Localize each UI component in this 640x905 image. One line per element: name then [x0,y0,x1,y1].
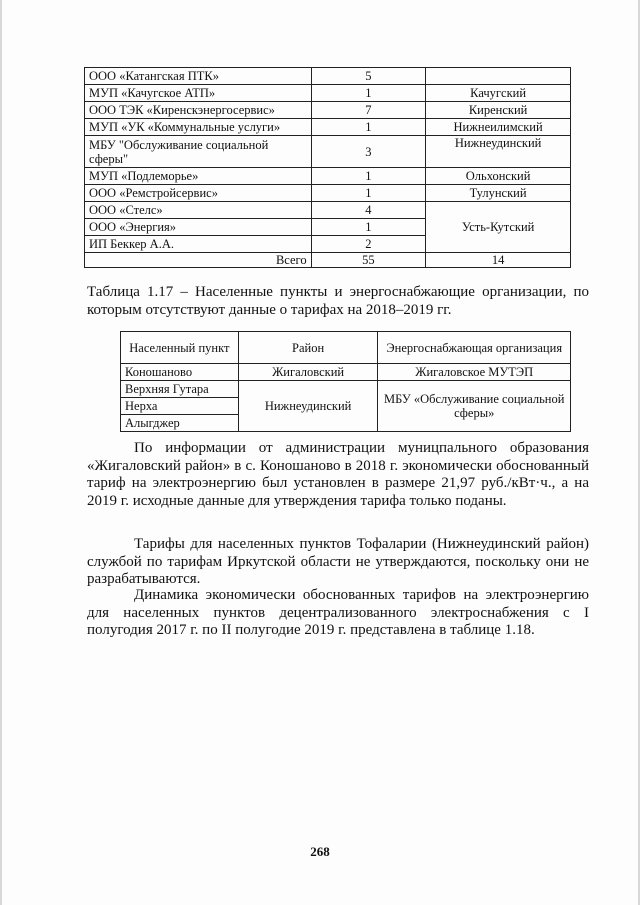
org-name: ООО ТЭК «Киренскэнергосервис» [85,102,312,119]
table-row [85,85,571,102]
total-districts: 14 [426,253,571,268]
settlement-name: Нерха [121,398,239,415]
org-count: 1 [311,219,426,236]
org-name: ООО «Энергия» [85,219,312,236]
org-count: 4 [311,202,426,219]
settlement-name: Коношаново [121,364,239,381]
table-row [85,168,571,185]
district-name: Нижнеудинский [238,381,378,432]
page-number: 268 [310,844,330,859]
table-row [85,68,571,85]
header-organization: Энергоснабжающая организация [378,332,571,364]
settlement-name: Алыгджер [121,415,239,432]
organization-name: Жигаловское МУТЭП [378,364,571,381]
org-name: ООО «Ремстройсервис» [85,185,312,202]
header-district: Район [238,332,378,364]
org-count: 5 [311,68,426,85]
table-header-row [121,332,571,364]
org-count: 1 [311,85,426,102]
org-name: МУП «Качугское АТП» [85,85,312,102]
district-name: Качугский [426,85,571,102]
table-row [85,119,571,136]
org-name: МУП «УК «Коммунальные услуги» [85,119,312,136]
org-count: 3 [311,136,426,168]
total-count: 55 [311,253,426,268]
body-paragraph: По информации от администрации муницпального образования «Жигаловский район» в с. Коношаново в 2018 г. экономически обоснованный тариф на электроэнергию был установлен в размере 21,97 руб./кВт·ч., а на 2019 г. исходные данные для утверждения тарифа только поданы. [87,440,589,509]
district-name: Усть-Кутский [426,202,571,253]
total-row [85,253,571,268]
body-paragraph: Динамика экономически обоснованных тарифов на электроэнергию для населенных пунктов децентрализованного электроснабжения с I полугодия 2017 г. по II полугодие 2019 г. представлена в таблице 1.18. [87,587,589,638]
district-name: Тулунский [426,185,571,202]
table-caption: Таблица 1.17 – Населенные пункты и энергоснабжающие организации, по которым отсутствуют данные о тарифах на 2018–2019 гг. [87,284,589,318]
total-label: Всего [85,253,312,268]
district-name: Нижнеудинский [426,136,571,168]
header-settlement: Населенный пункт [121,332,239,364]
org-count: 2 [311,236,426,253]
organization-name: МБУ «Обслуживание социальной сферы» [378,381,571,432]
scan-left-edge [0,0,2,905]
district-name [426,68,571,85]
district-name: Ольхонский [426,168,571,185]
org-count: 1 [311,119,426,136]
org-name: МБУ "Обслуживание социальной сферы" [85,136,312,168]
table-row [85,102,571,119]
body-paragraph: Тарифы для населенных пунктов Тофаларии (Нижнеудинский район) службой по тарифам Иркутской области не утверждаются, поскольку они не разрабатываются. [87,536,589,587]
org-name: МУП «Подлеморье» [85,168,312,185]
org-name: ИП Беккер А.А. [85,236,312,253]
district-name: Киренский [426,102,571,119]
org-name: ООО «Катангская ПТК» [85,68,312,85]
table-row [121,381,571,398]
table-row [85,136,571,168]
district-name: Нижнеилимский [426,119,571,136]
org-count: 7 [311,102,426,119]
table-row [121,364,571,381]
settlements-table [120,331,571,432]
table-row [85,185,571,202]
org-count: 1 [311,168,426,185]
table-row [85,202,571,219]
org-count: 1 [311,185,426,202]
organizations-table [84,67,571,268]
org-name: ООО «Стелс» [85,202,312,219]
district-name: Жигаловский [238,364,378,381]
settlement-name: Верхняя Гутара [121,381,239,398]
